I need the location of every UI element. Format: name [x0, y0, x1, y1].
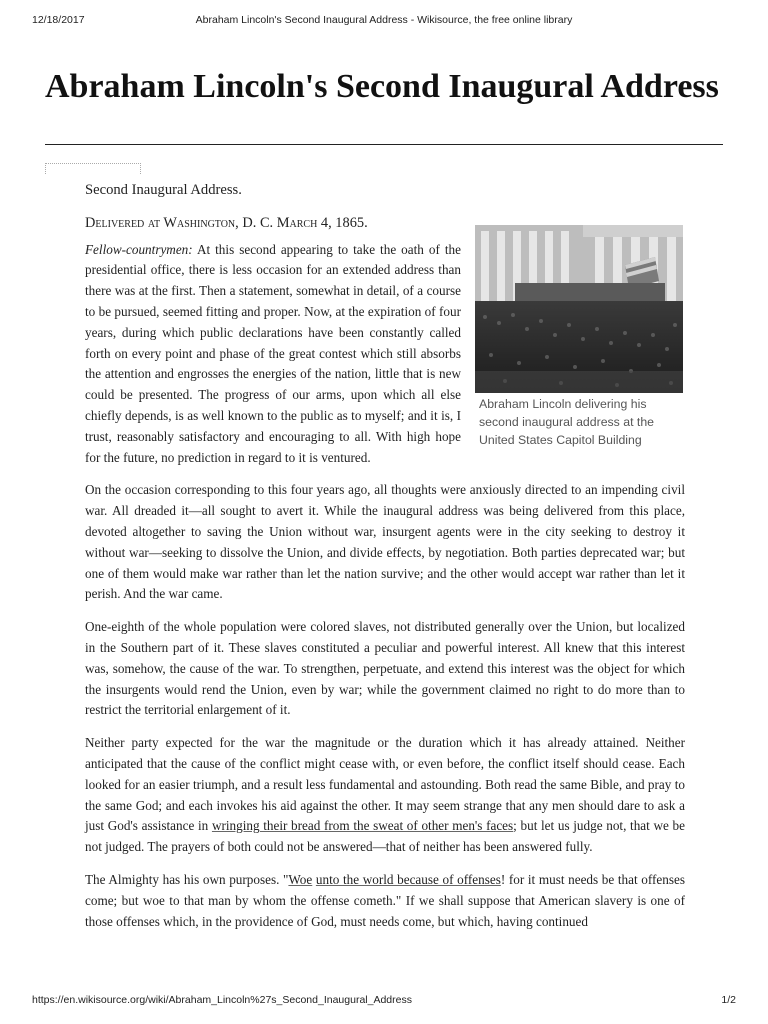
figure — [475, 225, 689, 449]
paragraph-5 — [85, 870, 685, 932]
toc-placeholder — [45, 163, 141, 174]
inauguration-photo[interactable] — [475, 225, 683, 393]
paragraph-2: On the occasion corresponding to this four years ago, all thoughts were anxiously directed to an impending civil war. All dreaded it—all sought to avert it. While the inaugural address was being delivered from this place, devoted altogether to saving the Union without war, insurgent agents were in the city seeking to destroy it without war—seeking to dissolve the Union, and divide effects, by negotiation. Both parties deprecated war; but one of them would make war rather than let the nation survive; and the other would accept war rather than let it perish. And the war came. — [85, 482, 685, 602]
woe-link[interactable]: Woe — [288, 871, 313, 887]
print-date: 12/18/2017 — [32, 14, 85, 26]
paragraph-5-text-a: The Almighty has his own purposes. " — [85, 871, 289, 887]
print-footer — [32, 994, 736, 1008]
delivery-line: Delivered at Washington, D. C. March 4, 1865. — [85, 214, 368, 231]
print-url: https://en.wikisource.org/wiki/Abraham_Lincoln%27s_Second_Inaugural_Address — [32, 994, 412, 1006]
paragraph-4-text-b: ; but let us judge not, that we be not judged. The prayers of both could not be answered—that of neither has been answered fully. — [85, 818, 685, 855]
paragraph-1-text: At this second appearing to take the oath of the presidential office, there is less occasion for an extended address than there was at the first. Then a statement, somewhat in detail, of a course to be pursued, seemed fitting and proper. Now, at the expiration of four years, during which public declarations have been constantly called forth on every point and phase of the great contest which still absorbs the attention and engrosses the energies of the nation, little that is new could be presented. The progress of our arms, upon which all else chiefly depends, is as well known to the public as to myself; and it is, I trust, reasonably satisfactory and encouraging to all. With high hope for the future, no prediction in regard to it is ventured. — [85, 241, 461, 465]
salutation: Fellow-countrymen: — [85, 241, 193, 257]
print-page-number: 1/2 — [721, 994, 736, 1006]
paragraph-5-text-b: ! for it must needs be that offenses come; but woe to that man by whom the offense cometh." If we shall suppose that American slavery is one of those offenses which, in the providence of God, must needs come, but which, having continued — [85, 871, 685, 929]
page-title: Abraham Lincoln's Second Inaugural Address — [45, 68, 719, 105]
figure-caption: Abraham Lincoln delivering his second inaugural address at the United States Capitol Building — [479, 396, 655, 447]
title-divider — [45, 144, 723, 145]
paragraph-4-text-a: Neither party expected for the war the magnitude or the duration which it has already attained. Neither anticipated that the cause of the conflict might cease with, or even before, the conflict itself should cease. Each looked for an easier triumph, and a result less fundamental and astounding. Both read the same Bible, and pray to the same God; and each invokes his aid against the other. It may seem strange that any men should dare to ask a just God's assistance in — [85, 735, 685, 834]
print-header — [32, 14, 736, 28]
article-body — [85, 180, 685, 944]
paragraph-4 — [85, 733, 685, 858]
print-page-title: Abraham Lincoln's Second Inaugural Address - Wikisource, the free online library — [195, 14, 573, 26]
world-offenses-link[interactable]: unto the world because of offenses — [315, 871, 501, 887]
paragraph-3: One-eighth of the whole population were colored slaves, not distributed generally over the Union, but localized in the Southern part of it. These slaves constituted a peculiar and powerful interest. All knew that this interest was, somehow, the cause of the war. To strengthen, perpetuate, and extend this interest was the object for which the insurgents would rend the Union, even by war; while the government claimed no right to do more than to restrict the territorial enlargement of it. — [85, 619, 685, 718]
wringing-bread-link[interactable]: wringing their bread from the sweat of other men's faces — [211, 818, 514, 834]
section-subtitle: Second Inaugural Address. — [85, 182, 242, 198]
